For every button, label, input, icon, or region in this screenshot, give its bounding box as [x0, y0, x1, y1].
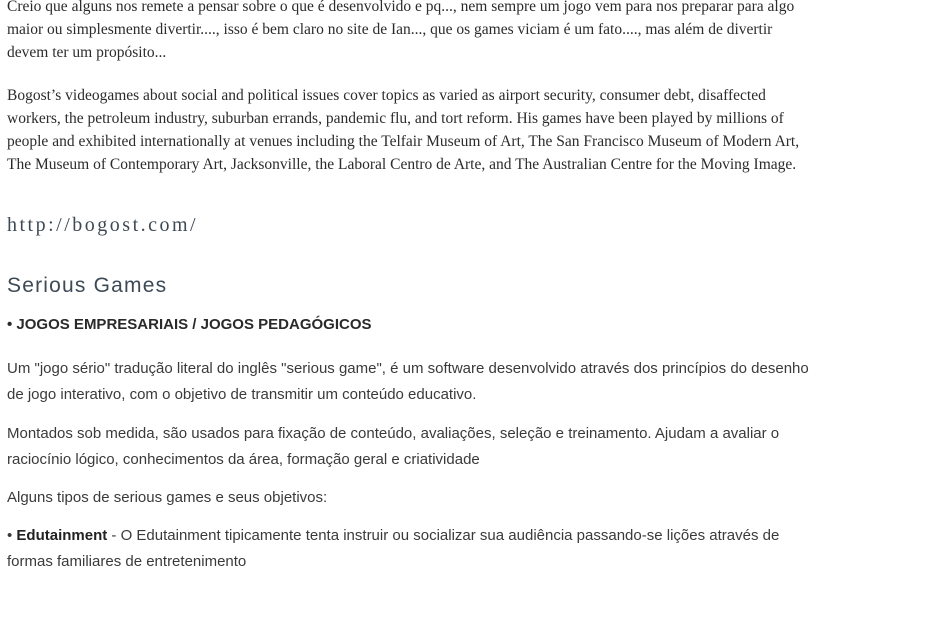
edutainment-item — [7, 523, 817, 572]
bogost-link[interactable]: http://bogost.com/ — [7, 214, 199, 236]
edutainment-description: - O Edutainment tipicamente tenta instruir ou socializar sua audiência passando-se lições através de formas familiares de entretenimento — [7, 527, 780, 570]
edutainment-term: Edutainment — [16, 527, 108, 544]
lower-content-clip — [7, 0, 929, 572]
section-title: Serious Games — [7, 274, 168, 297]
intro-paragraph: Creio que alguns nos remete a pensar sobre o que é desenvolvido e pq..., nem sempre um jogo vem para nos preparar para algo maior ou simplesmente divertir...., isso é bem claro no site de Ian..., que os games viciam é um fato...., mas além de divertir devem ter um propósito... — [7, 0, 795, 61]
bullet: • — [7, 527, 17, 544]
subheading: • JOGOS EMPRESARIAIS / JOGOS PEDAGÓGICOS — [7, 316, 372, 333]
definition-paragraph: Um "jogo sério" tradução literal do inglês "serious game", é um software desenvolvido através dos princípios do desenho de jogo interativo, com o objetivo de transmitir um conteúdo educativo. — [7, 360, 809, 403]
types-paragraph: Alguns tipos de serious games e seus objetivos: — [7, 489, 328, 506]
bogost-paragraph: Bogost’s videogames about social and political issues cover topics as varied as airport security, consumer debt, disaffected workers, the petroleum industry, suburban errands, pandemic flu, and tort reform. His games have been played by millions of people and exhibited internationally at venues including the Telfair Museum of Art, The San Francisco Museum of Modern Art, The Museum of Contemporary Art, Jacksonville, the Laboral Centro de Arte, and The Australian Centre for the Moving Image. — [7, 87, 800, 173]
custom-paragraph: Montados sob medida, são usados para fixação de conteúdo, avaliações, seleção e treinamento. Ajudam a avaliar o raciocínio lógico, conhecimentos da área, formação geral e criatividade — [7, 425, 780, 468]
